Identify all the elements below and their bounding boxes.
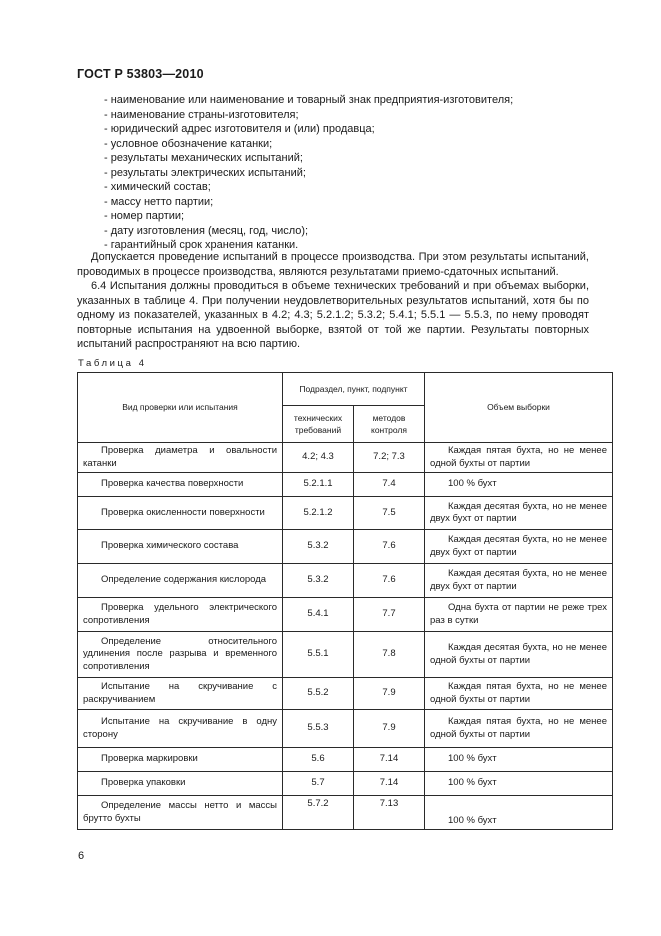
cell-tech: 5.5.2 — [283, 678, 354, 710]
cell-volume: Каждая десятая бухта, но не менее одной бухты от партии — [425, 632, 613, 678]
cell-name: Проверка диаметра и овальности катанки — [78, 443, 283, 473]
cell-name: Определение массы нетто и массы брутто бухты — [78, 796, 283, 830]
list-item: - номер партии; — [104, 210, 185, 222]
cell-name: Проверка удельного электрического сопротивления — [78, 598, 283, 632]
cell-methods: 7.5 — [354, 497, 425, 530]
col-header-methods: методов контроля — [354, 406, 425, 443]
cell-name: Проверка окисленности поверхности — [78, 497, 283, 530]
list-item: - наименование страны-изготовителя; — [104, 108, 299, 121]
cell-tech: 5.7 — [283, 772, 354, 796]
cell-methods: 7.6 — [354, 564, 425, 598]
table-row — [78, 443, 613, 473]
page-number: 6 — [78, 850, 85, 862]
cell-tech: 4.2; 4.3 — [283, 443, 354, 473]
list-item: - химический состав; — [104, 181, 211, 193]
document-header: ГОСТ Р 53803—2010 — [77, 67, 204, 81]
cell-volume: Каждая десятая бухта, но не менее двух бухт от партии — [425, 497, 613, 530]
cell-name: Определение содержания кислорода — [78, 564, 283, 598]
cell-volume: 100 % бухт — [425, 796, 613, 830]
cell-methods: 7.9 — [354, 678, 425, 710]
col-header-subsection: Подраздел, пункт, подпункт — [283, 373, 425, 406]
sampling-table — [77, 372, 613, 830]
cell-name: Проверка химического состава — [78, 530, 283, 564]
cell-volume: Каждая пятая бухта, но не менее одной бухты от партии — [425, 443, 613, 473]
cell-volume: 100 % бухт — [425, 748, 613, 772]
col-header-type: Вид проверки или испытания — [78, 373, 283, 443]
cell-tech: 5.6 — [283, 748, 354, 772]
cell-name: Проверка упаковки — [78, 772, 283, 796]
list-item: - гарантийный срок хранения катанки. — [104, 239, 299, 251]
cell-methods: 7.8 — [354, 632, 425, 678]
cell-methods: 7.2; 7.3 — [354, 443, 425, 473]
table-row — [78, 796, 613, 830]
list-item: - результаты механических испытаний; — [104, 152, 303, 164]
table-row — [78, 497, 613, 530]
table-row — [78, 530, 613, 564]
cell-methods: 7.13 — [354, 796, 425, 830]
list-item: - массу нетто партии; — [104, 195, 214, 208]
list-item: - наименование или наименование и товарный знак предприятия-изготовителя; — [104, 94, 514, 106]
cell-tech: 5.5.1 — [283, 632, 354, 678]
cell-tech: 5.2.1.2 — [283, 497, 354, 530]
cell-tech: 5.3.2 — [283, 530, 354, 564]
cell-volume: 100 % бухт — [425, 772, 613, 796]
cell-name: Проверка качества поверхности — [78, 473, 283, 497]
cell-name: Проверка маркировки — [78, 748, 283, 772]
cell-name: Испытание на скручивание в одну сторону — [78, 710, 283, 748]
list-item: - дату изготовления (месяц, год, число); — [104, 224, 309, 237]
cell-volume: Каждая пятая бухта, но не менее одной бухты от партии — [425, 678, 613, 710]
cell-name: Испытание на скручивание с раскручиванием — [78, 678, 283, 710]
table-row — [78, 564, 613, 598]
list-item: - результаты электрических испытаний; — [104, 166, 306, 179]
paragraph-6-4 — [77, 279, 589, 352]
cell-volume: Каждая десятая бухта, но не менее двух бухт от партии — [425, 564, 613, 598]
cell-name: Определение относительного удлинения после разрыва и временного сопротивления — [78, 632, 283, 678]
paragraph-text: Допускается проведение испытаний в процессе производства. При этом результаты испытаний, проводимых в процессе производства, являются результатами приемо-сдаточных испытаний. — [77, 251, 589, 278]
table-row — [78, 748, 613, 772]
table-row — [78, 632, 613, 678]
table-row — [78, 473, 613, 497]
table-row — [78, 678, 613, 710]
cell-tech: 5.5.3 — [283, 710, 354, 748]
cell-methods: 7.4 — [354, 473, 425, 497]
cell-methods: 7.7 — [354, 598, 425, 632]
marking-list — [104, 93, 513, 253]
list-item: - юридический адрес изготовителя и (или) продавца; — [104, 123, 375, 135]
cell-methods: 7.14 — [354, 772, 425, 796]
cell-volume: Одна бухта от партии не реже трех раз в сутки — [425, 598, 613, 632]
col-header-tech: технических требований — [283, 406, 354, 443]
paragraph-text: 6.4 Испытания должны проводиться в объеме технических требований и при объемах выборки, указанных в таблице 4. При получении неудовлетворительных результатов испытаний, хотя бы по одному из показателей, указанных в 4.2; 4.3; 5.2.1.2; 5.3.2; 5.4.1; 5.5.1 — 5.5.3, по нему проводят повторные испытания на удвоенной выборке, взятой от той же партии. Результаты повторных испытаний распространяют на всю партию. — [77, 280, 589, 351]
cell-tech: 5.7.2 — [283, 796, 354, 830]
table-row — [78, 710, 613, 748]
table-caption: Таблица 4 — [78, 358, 147, 369]
cell-methods: 7.9 — [354, 710, 425, 748]
col-header-volume: Объем выборки — [425, 373, 613, 443]
cell-tech: 5.3.2 — [283, 564, 354, 598]
cell-methods: 7.14 — [354, 748, 425, 772]
table-row — [78, 772, 613, 796]
list-item: - условное обозначение катанки; — [104, 137, 273, 150]
cell-volume: Каждая пятая бухта, но не менее одной бухты от партии — [425, 710, 613, 748]
table-row — [78, 598, 613, 632]
cell-methods: 7.6 — [354, 530, 425, 564]
cell-tech: 5.2.1.1 — [283, 473, 354, 497]
cell-volume: Каждая десятая бухта, но не менее двух бухт от партии — [425, 530, 613, 564]
cell-tech: 5.4.1 — [283, 598, 354, 632]
paragraph-production-tests — [77, 250, 589, 279]
cell-volume: 100 % бухт — [425, 473, 613, 497]
